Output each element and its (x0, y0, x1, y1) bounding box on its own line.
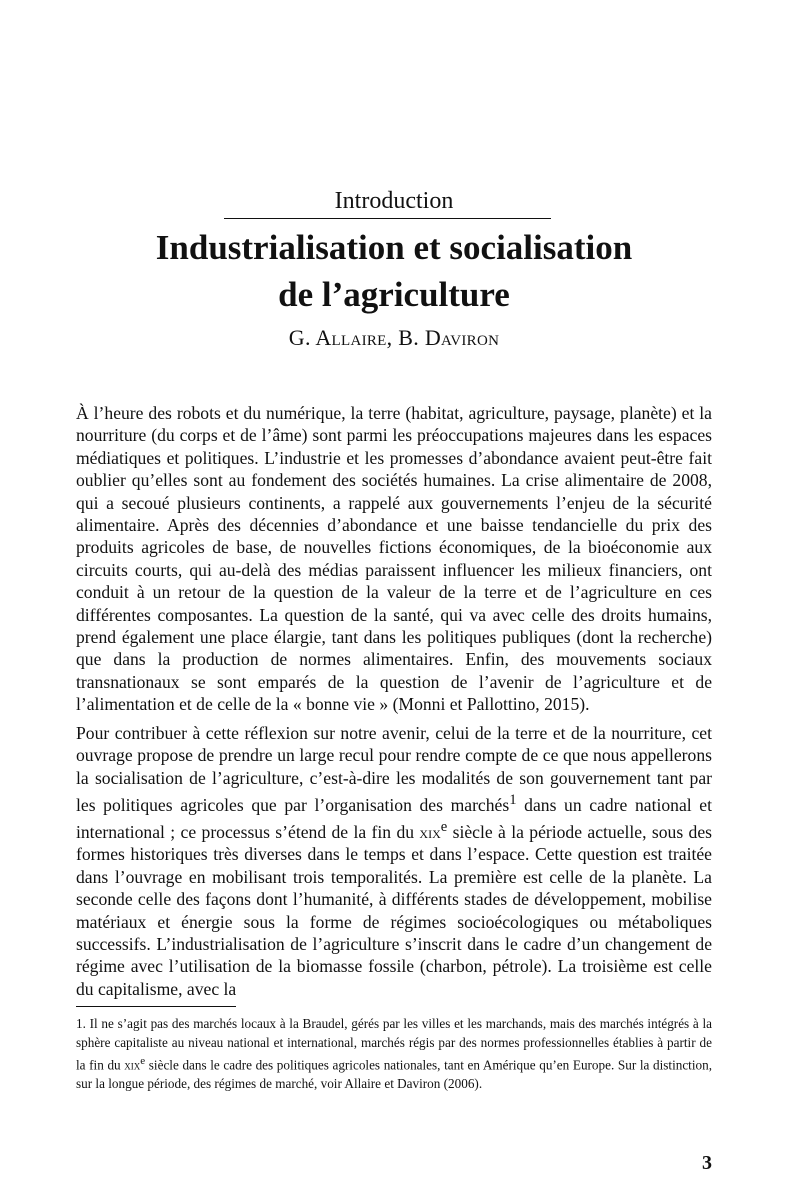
chapter-kicker: Introduction (334, 188, 454, 214)
paragraph-1: À l’heure des robots et du numérique, la terre (habitat, agriculture, paysage, planète) et la nourriture (du corps et de l’âme) sont parmi les préoccupations majeures dans les espaces médiatiques et politiques. L’industrie et les promesses d’abondance avaient peut-être fait oublier qu’elles sont au fondement des sociétés humaines. La crise alimentaire de 2008, qui a secoué plusieurs continents, a rappelé aux gouvernements l’enjeu de la sécurité alimentaire. Après des décennies d’abondance et une baisse tendancielle du prix des produits agricoles de base, de nouvelles fictions économiques, de la bioéconomie aux circuits courts, qui au-delà des médias paraissent influencer les milieux financiers, ont conduit à un retour de la question de la valeur de la terre et de l’agriculture en ces différentes composantes. La question de la santé, qui va avec celle des droits humains, prend également une place élargie, tant dans les politiques publiques (dont la recherche) que dans la production de normes alimentaires. Enfin, des mouvements sociaux transnationaux se sont emparés de la question de l’avenir de l’agriculture et de l’alimentation et de celle de la « bonne vie » (Monni et Pallottino, 2015). (76, 403, 712, 715)
paragraph-2-text-b: dans un cadre national et international ; ce processus s’étend de la fin du (76, 794, 712, 843)
century-superscript: e (440, 819, 448, 836)
book-page (76, 0, 712, 1200)
century-numeral: xix (419, 822, 441, 843)
paragraph-2-text-c: siècle à la période actuelle, sous des formes historiques très diverses dans le temps et dans l’espace. Cette question est traitée dans l’ouvrage en mobilisant trois temporalités. La première est celle de la planète. La seconde celle des façons dont l’humanité, à différents stades de développement, mobilise matériaux et énergie sous la forme de régimes socioécologiques ou métaboliques successifs. L’industrialisation de l’agriculture s’inscrit dans le cadre d’un changement de régime avec l’utilisation de la biomasse fossile (charbon, pétrole). La troisième est celle du capitalisme, avec la (76, 822, 712, 999)
footnote-text-a: 1. Il ne s’agit pas des marchés locaux à la Braudel, gérés par les villes et les marchands, mais des marchés intégrés à la sphère capitaliste au niveau national et international, marchés régis par des normes professionnelles établies à partir de la fin du (76, 1016, 712, 1073)
page-number: 3 (702, 1152, 712, 1174)
footnote-century-numeral: xix (124, 1057, 141, 1073)
paragraph-2-text-a: Pour contribuer à cette réflexion sur notre avenir, celui de la terre et de la nourriture, cet ouvrage propose de prendre un large recul pour rendre compte de ce que nous appellerons la socialisation de l’agriculture, c’est-à-dire les modalités de son gouvernement tant par les politiques agricoles que par l’organisation des marchés (76, 722, 712, 815)
footnote-text-b: siècle dans le cadre des politiques agricoles nationales, tant en Amérique qu’en Europe. Sur la distinction, sur la longue période, des régimes de marché, voir Allaire et Daviron (2006). (76, 1057, 712, 1092)
title-rule (224, 218, 551, 219)
body-text (76, 402, 712, 1006)
footnote-century-superscript: e (140, 1055, 146, 1067)
footnote-rule (76, 1006, 236, 1007)
chapter-title (76, 224, 712, 318)
footnote-ref-1[interactable]: 1 (509, 791, 517, 808)
footnote-1 (76, 1014, 712, 1093)
chapter-title-line-2: de l’agriculture (278, 275, 510, 314)
paragraph-2 (76, 722, 712, 1001)
chapter-authors: G. Allaire, B. Daviron (288, 325, 500, 350)
chapter-title-line-1: Industrialisation et socialisation (155, 228, 633, 267)
